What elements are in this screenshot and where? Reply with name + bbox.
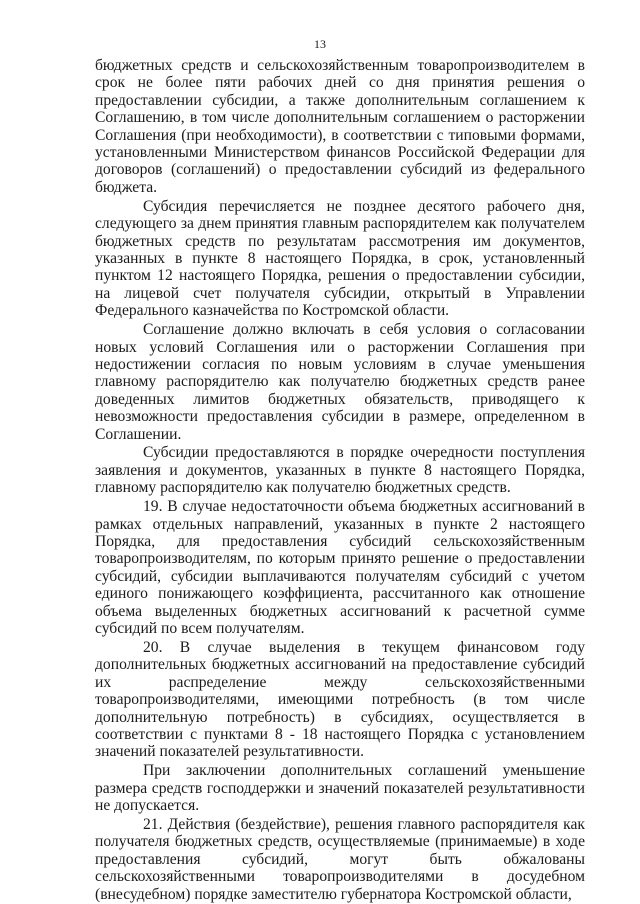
paragraph-agreement-conditions: Соглашение должно включать в себя условия о согласовании новых условий Соглашения или о расторжении Соглашения при недостижении согласия по новым условиям в случае уменьшения главному распорядителю как получателю бюджетных средств ранее доведенных лимитов бюджетных обязательств, приводящего к невозможности предоставления субсидии в размере, определенном в Соглашении.	[95, 321, 585, 443]
document-body	[95, 57, 585, 903]
paragraph-clause-21: 21. Действия (бездействие), решения главного распорядителя как получателя бюджетных средств, осуществляемые (принимаемые) в ходе предоставления субсидий, могут быть обжалованы сельскохозяйственными товаропроизводителями в досудебном (внесудебном) порядке заместителю губернатора Костромской области,	[95, 815, 585, 903]
page-number: 13	[314, 37, 326, 51]
paragraph-additional-agreements: При заключении дополнительных соглашений уменьшение размера средств господдержки и значений показателей результативности не допускается.	[95, 762, 585, 815]
paragraph-subsidy-transfer: Субсидия перечисляется не позднее десятого рабочего дня, следующего за днем принятия главным распорядителем как получателем бюджетных средств по результатам рассмотрения им документов, указанных в пункте 8 настоящего Порядка, в срок, установленный пунктом 12 настоящего Порядка, решения о предоставлении субсидии, на лицевой счет получателя субсидии, открытый в Управлении Федерального казначейства по Костромской области.	[95, 197, 585, 320]
paragraph-subsidy-order: Субсидии предоставляются в порядке очередности поступления заявления и документов, указанных в пункте 8 настоящего Порядка, главному распорядителю как получателю бюджетных средств.	[95, 444, 585, 497]
paragraph-continuation: бюджетных средств и сельскохозяйственным товаропроизводителем в срок не более пяти рабочих дней со дня принятия решения о предоставлении субсидии, а также дополнительным соглашением к Соглашению, в том числе дополнительным соглашением о расторжении Соглашения (при необходимости), в соответствии с типовыми формами, установленными Министерством финансов Российской Федерации для договоров (соглашений) о предоставлении субсидий из федерального бюджета.	[95, 57, 585, 196]
paragraph-clause-20: 20. В случае выделения в текущем финансовом году дополнительных бюджетных ассигнований на предоставление субсидий их распределение между сельскохозяйственными товаропроизводителями, имеющими потребность (в том числе дополнительную потребность) в субсидиях, осуществляется в соответствии с пунктами 8 - 18 настоящего Порядка с установлением значений показателей результативности.	[95, 638, 585, 761]
paragraph-clause-19: 19. В случае недостаточности объема бюджетных ассигнований в рамках отдельных направлений, указанных в пункте 2 настоящего Порядка, для предоставления субсидий сельскохозяйственным товаропроизводителям, по которым принято решение о предоставлении субсидий, субсидии выплачиваются получателям субсидий с учетом единого понижающего коэффициента, рассчитанного как отношение объема выделенных бюджетных ассигнований к расчетной сумме субсидий по всем получателям.	[95, 498, 585, 637]
